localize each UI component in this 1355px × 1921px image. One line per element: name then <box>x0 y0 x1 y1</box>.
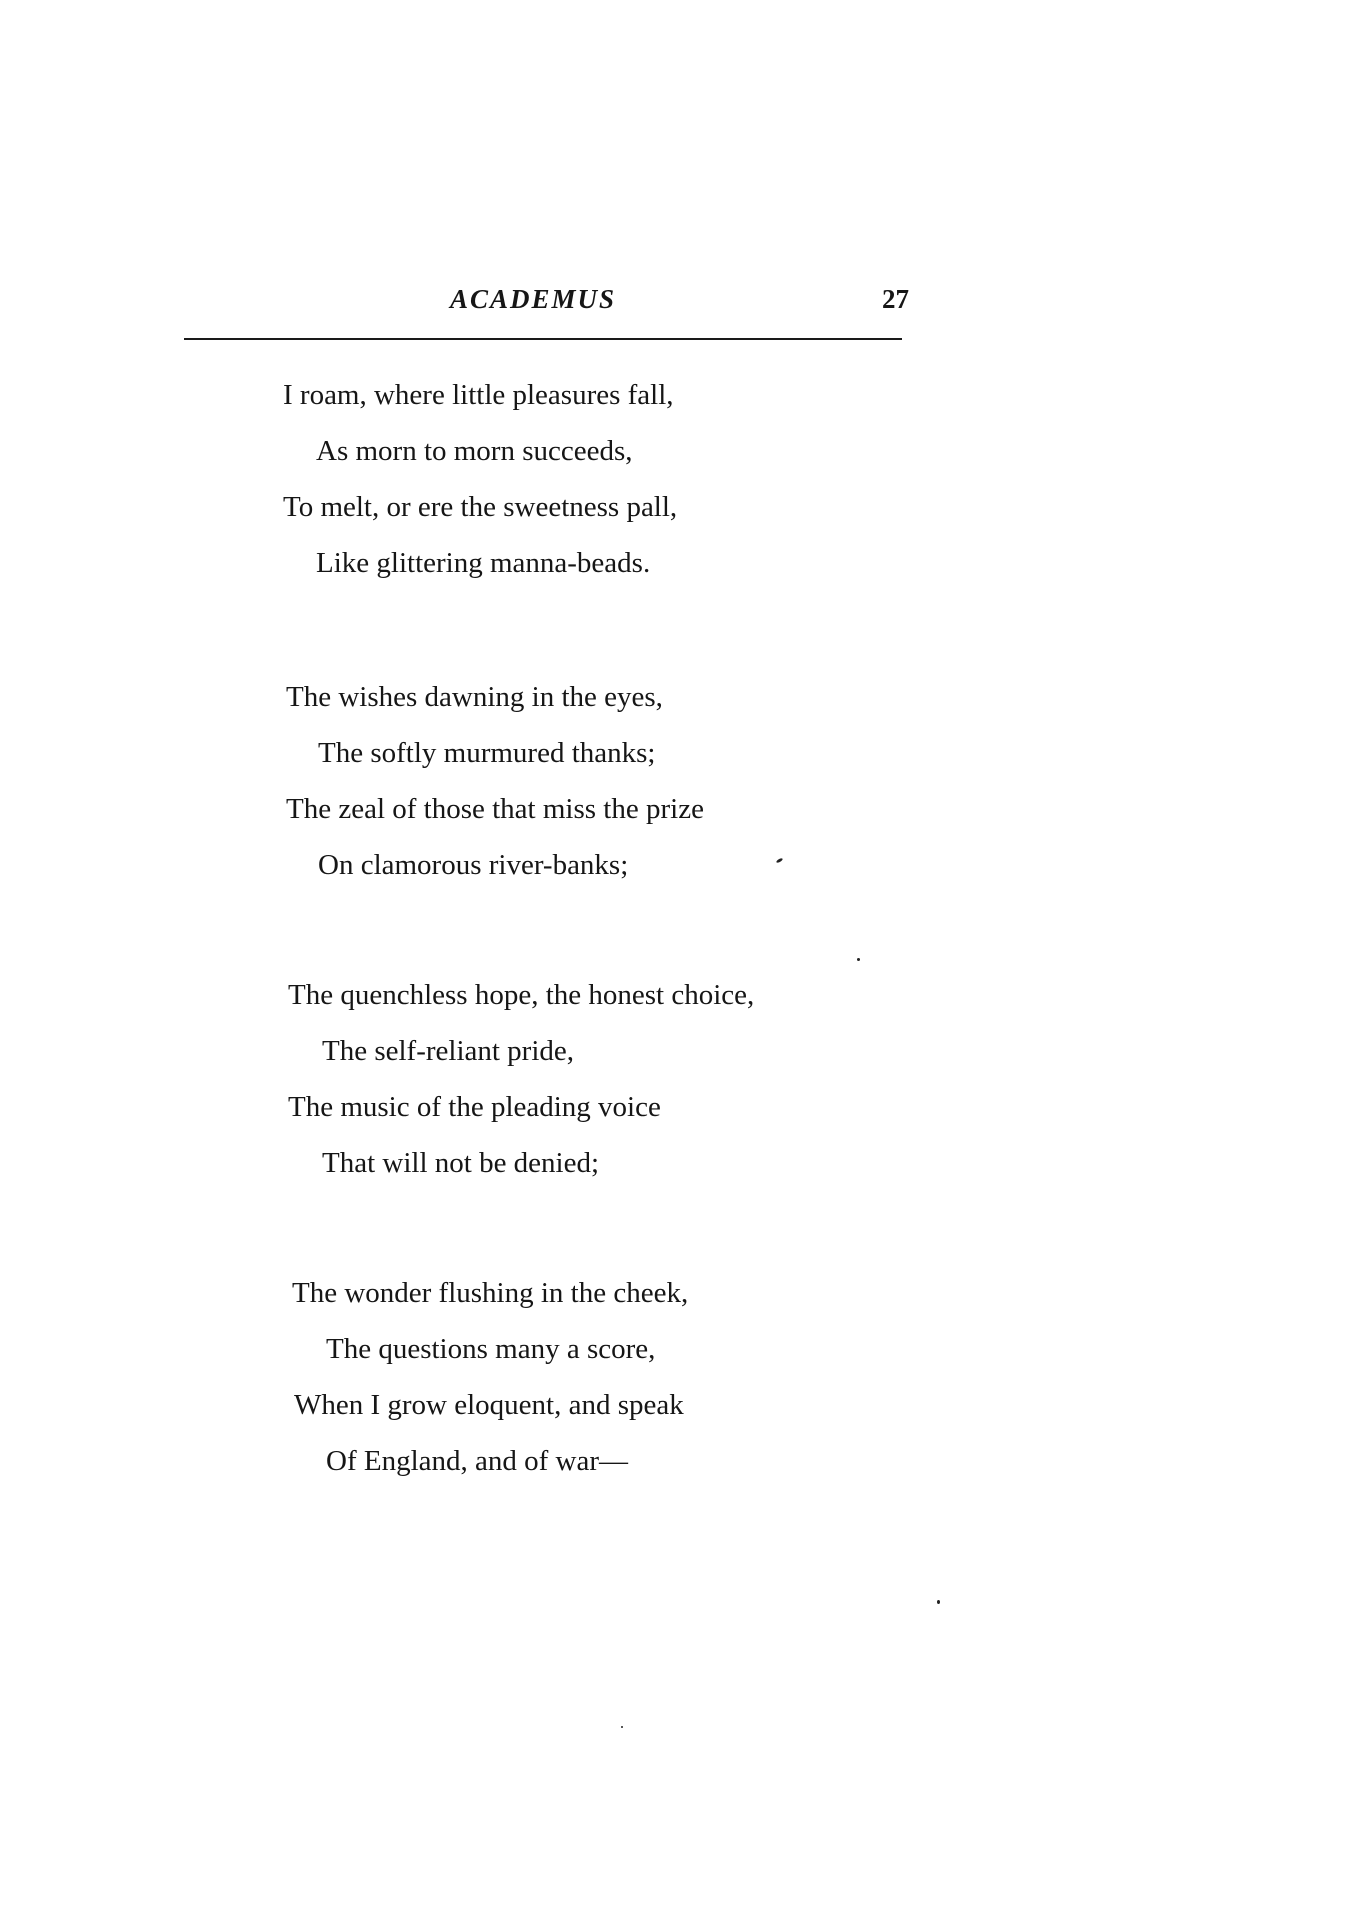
verse-line: The softly murmured thanks; <box>318 737 656 769</box>
verse-line: That will not be denied; <box>322 1147 600 1179</box>
verse-line: I roam, where little pleasures fall, <box>283 379 674 411</box>
verse-line: Like glittering manna-beads. <box>316 547 651 579</box>
scan-speck <box>776 857 784 863</box>
verse-line: The zeal of those that miss the prize <box>286 793 704 825</box>
verse-line: As morn to morn succeeds, <box>316 435 633 467</box>
scan-speck <box>937 1600 940 1604</box>
scan-speck <box>621 1726 623 1728</box>
verse-line: The wonder flushing in the cheek, <box>292 1277 689 1309</box>
verse-line: Of England, and of war— <box>326 1445 628 1477</box>
verse-line: The questions many a score, <box>326 1333 656 1365</box>
verse-line: The self-reliant pride, <box>322 1035 575 1067</box>
verse-line: The wishes dawning in the eyes, <box>286 681 663 713</box>
page-number: 27 <box>882 284 909 314</box>
running-title: ACADEMUS <box>450 284 617 314</box>
scan-speck <box>857 958 860 961</box>
verse-line: To melt, or ere the sweetness pall, <box>283 491 678 523</box>
verse-line: On clamorous river-banks; <box>318 849 629 881</box>
verse-line: The music of the pleading voice <box>288 1091 661 1123</box>
verse-line: The quenchless hope, the honest choice, <box>288 979 755 1011</box>
verse-line: When I grow eloquent, and speak <box>294 1389 684 1421</box>
header-rule <box>184 338 902 340</box>
